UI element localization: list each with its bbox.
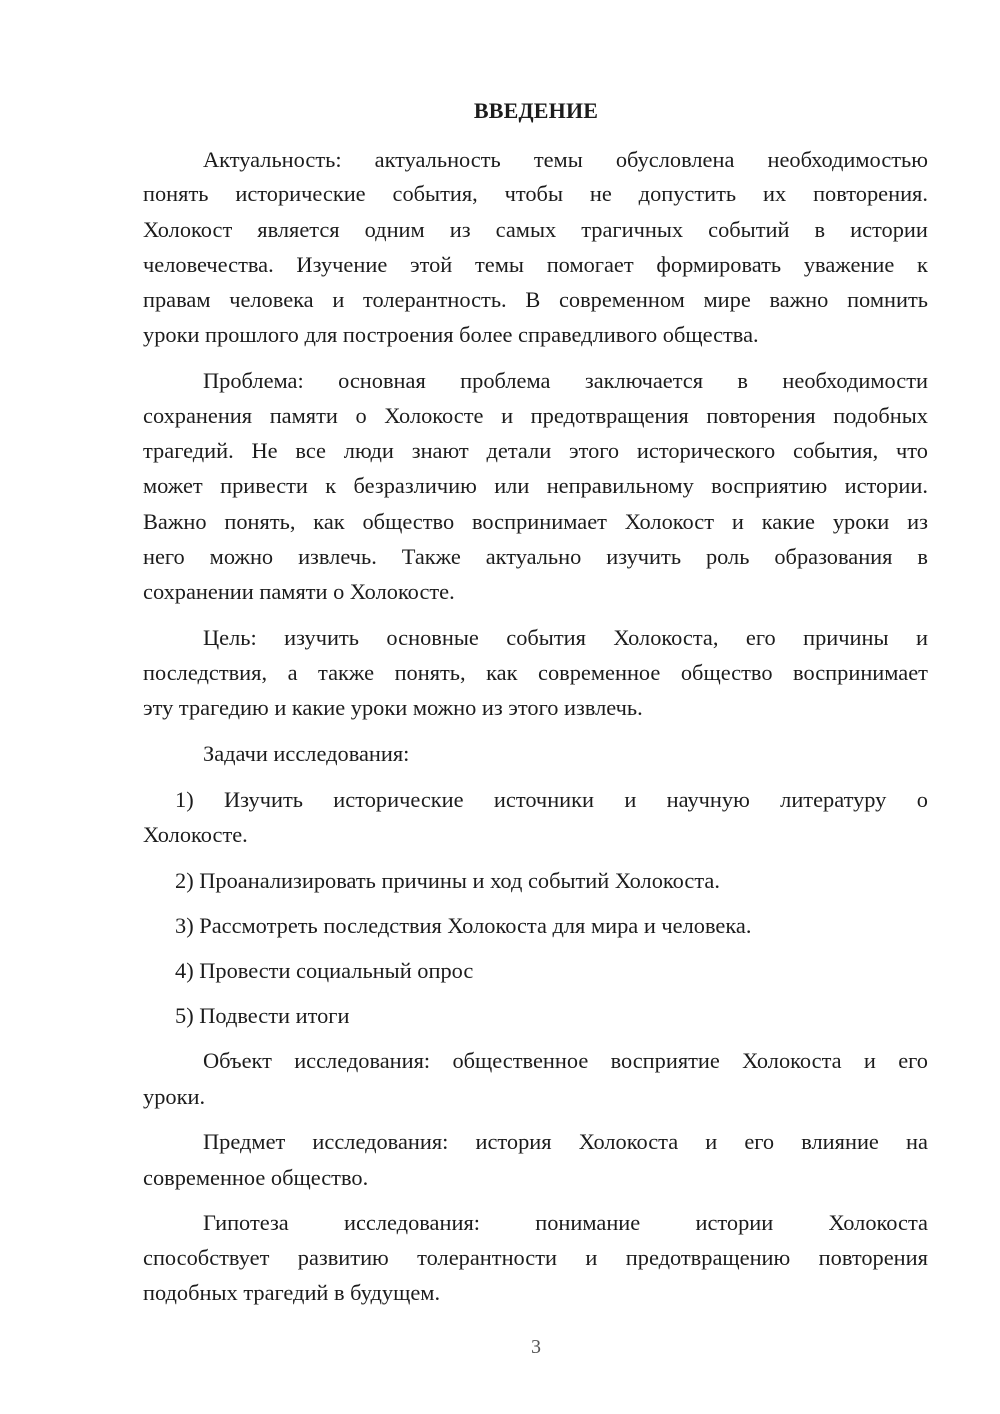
task-item-4: 4) Провести социальный опрос	[175, 958, 474, 983]
research-object-line: Объект исследования: общественное восприятие Холокоста и его	[203, 1048, 928, 1073]
research-hypothesis-line: Гипотеза исследования: понимание истории Холокоста	[203, 1210, 928, 1235]
task-item-1-continued: Холокосте.	[143, 822, 248, 847]
task-item-2: 2) Проанализировать причины и ход событий Холокоста.	[175, 868, 720, 893]
paragraph-problem-line: Важно понять, как общество воспринимает Холокост и какие уроки из	[143, 509, 928, 534]
research-hypothesis-line: способствует развитию толерантности и предотвращению повторения	[143, 1245, 928, 1270]
task-item-1: 1) Изучить исторические источники и научную литературу о	[175, 787, 928, 812]
paragraph-goal-line: последствия, а также понять, как современное общество воспринимает	[143, 660, 928, 685]
paragraph-relevance-line: понять исторические события, чтобы не допустить их повторения.	[143, 181, 928, 206]
paragraph-goal-line: Цель: изучить основные события Холокоста, его причины и	[203, 625, 928, 650]
paragraph-problem-line: может привести к безразличию или неправильному восприятию истории.	[143, 473, 928, 498]
paragraph-problem-line: трагедий. Не все люди знают детали этого исторического события, что	[143, 438, 928, 463]
task-item-3: 3) Рассмотреть последствия Холокоста для мира и человека.	[175, 913, 752, 938]
paragraph-problem-line: него можно извлечь. Также актуально изучить роль образования в	[143, 544, 928, 569]
paragraph-relevance-line: Актуальность: актуальность темы обусловлена необходимостью	[203, 147, 928, 172]
research-subject-line: Предмет исследования: история Холокоста и его влияние на	[203, 1129, 928, 1154]
paragraph-relevance-line: человечества. Изучение этой темы помогает формировать уважение к	[143, 252, 928, 277]
paragraph-relevance-line: правам человека и толерантность. В современном мире важно помнить	[143, 287, 928, 312]
paragraph-relevance-line: Холокост является одним из самых трагичных событий в истории	[143, 217, 928, 242]
paragraph-problem-line: Проблема: основная проблема заключается в необходимости	[203, 368, 928, 393]
page-number: 3	[531, 1336, 541, 1358]
research-hypothesis-line: подобных трагедий в будущем.	[143, 1280, 441, 1305]
section-title: ВВЕДЕНИЕ	[473, 98, 599, 123]
research-object-line: уроки.	[143, 1084, 206, 1109]
research-subject-line: современное общество.	[143, 1165, 369, 1190]
paragraph-problem-line: сохранения памяти о Холокосте и предотвращения повторения подобных	[143, 403, 928, 428]
paragraph-relevance-line: уроки прошлого для построения более справедливого общества.	[143, 322, 759, 347]
paragraph-goal-line: эту трагедию и какие уроки можно из этого извлечь.	[143, 695, 643, 720]
task-item-5: 5) Подвести итоги	[175, 1003, 350, 1028]
tasks-heading: Задачи исследования:	[203, 741, 410, 766]
paragraph-problem-line: сохранении памяти о Холокосте.	[143, 579, 455, 604]
